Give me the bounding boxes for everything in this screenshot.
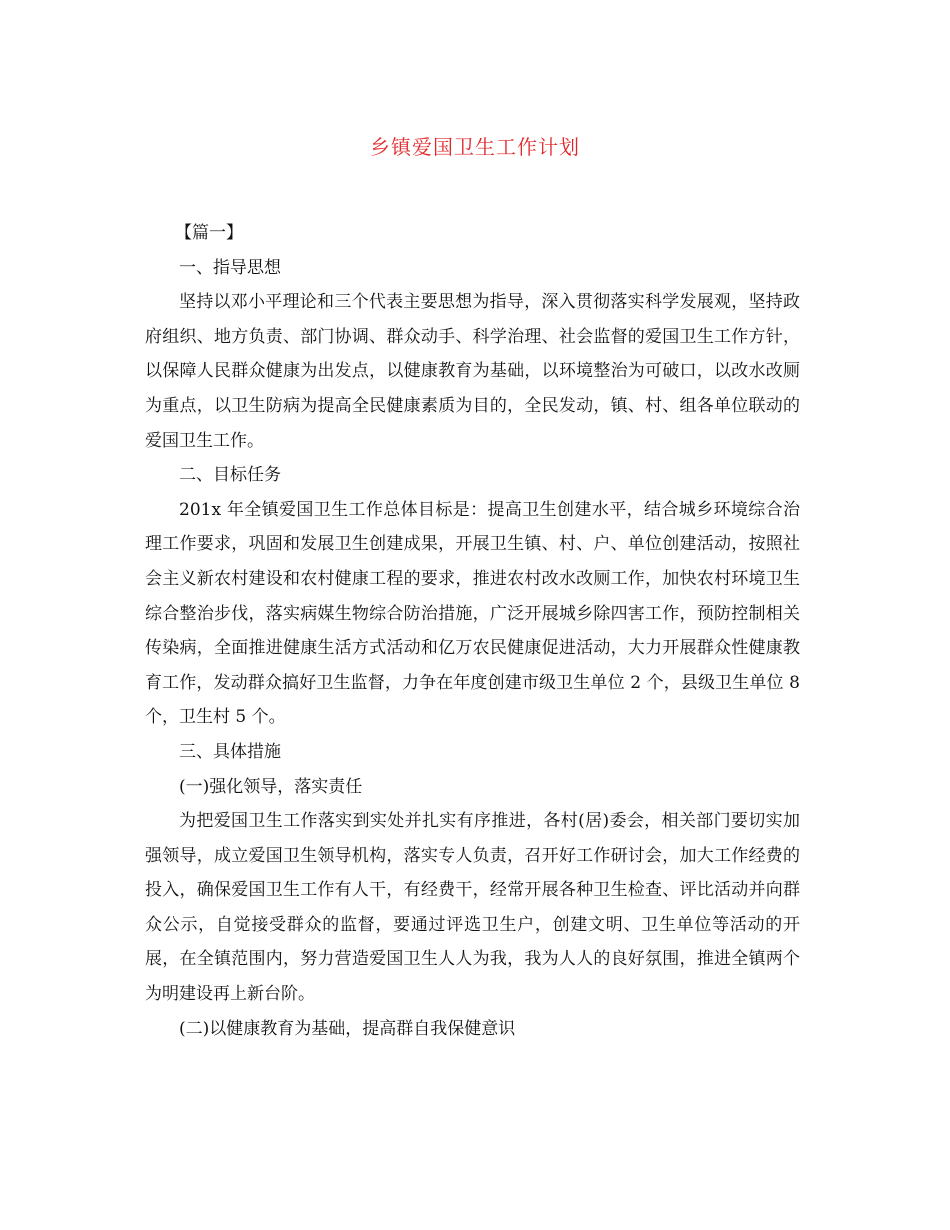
subheading-leadership: (一)强化领导，落实责任	[179, 776, 363, 797]
heading-measures: 三、具体措施	[179, 741, 281, 762]
document-body	[145, 216, 800, 1046]
section-label: 【篇一】	[175, 223, 243, 243]
paragraph-objectives: 201x 年全镇爱国卫生工作总体目标是：提高卫生创建水平，结合城乡环境综合治理工作要求，巩固和发展卫生创建成果，开展卫生镇、村、户、单位创建活动，按照社会主义新农村建设和农村健康工程的要求，推进农村改水改厕工作，加快农村环境卫生综合整治步伐，落实病媒生物综合防治措施，广泛开展城乡除四害工作，预防控制相关传染病，全面推进健康生活方式活动和亿万农民健康促进活动，大力开展群众性健康教育工作，发动群众搞好卫生监督，力争在年度创建市级卫生单位 2 个，县级卫生单位 8 个，卫生村 5 个。	[145, 499, 800, 728]
heading-guiding-ideology: 一、指导思想	[179, 257, 281, 278]
document-title: 乡镇爱国卫生工作计划	[370, 135, 580, 159]
paragraph-leadership: 为把爱国卫生工作落实到实处并扎实有序推进，各村(居)委会，相关部门要切实加强领导，成立爱国卫生领导机构，落实专人负责，召开好工作研讨会，加大工作经费的投入，确保爱国卫生工作有人干，有经费干，经常开展各种卫生检查、评比活动并向群众公示，自觉接受群众的监督，要通过评选卫生户，创建文明、卫生单位等活动的开展，在全镇范围内，努力营造爱国卫生人人为我，我为人人的良好氛围，推进全镇两个为明建设再上新台阶。	[145, 811, 800, 1005]
heading-objectives: 二、目标任务	[179, 465, 281, 486]
subheading-health-education: (二)以健康教育为基础，提高群自我保健意识	[179, 1018, 516, 1039]
paragraph-guiding-ideology: 坚持以邓小平理论和三个代表主要思想为指导，深入贯彻落实科学发展观，坚持政府组织、地方负责、部门协调、群众动手、科学治理、社会监督的爱国卫生工作方针，以保障人民群众健康为出发点，以健康教育为基础，以环境整治为可破口，以改水改厕为重点，以卫生防病为提高全民健康素质为目的，全民发动，镇、村、组各单位联动的爱国卫生工作。	[145, 292, 800, 451]
